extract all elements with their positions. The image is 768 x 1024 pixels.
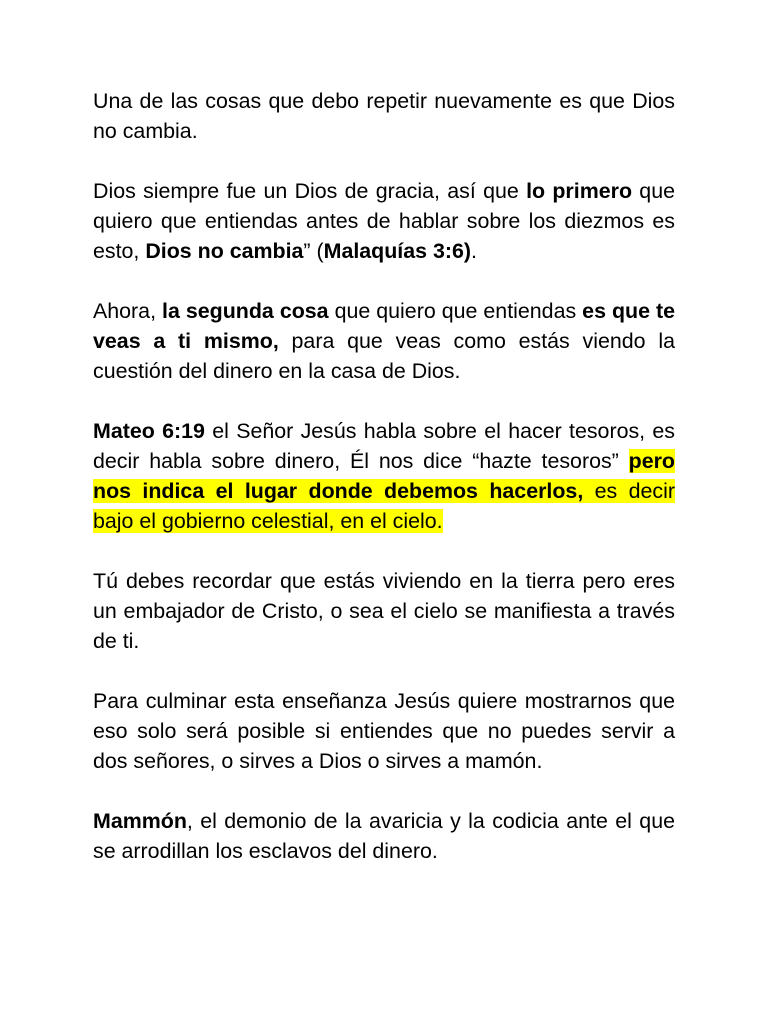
document-page bbox=[93, 86, 675, 896]
paragraph-6 bbox=[93, 686, 675, 776]
text-run: Dios siempre fue un Dios de gracia, así que bbox=[93, 179, 527, 203]
bible-reference: Malaquías 3:6) bbox=[323, 239, 472, 263]
bold-text-run: Dios no cambia bbox=[145, 239, 304, 263]
text-run: Tú debes recordar que estás viviendo en la tierra pero eres un embajador de Cristo, o sea el cielo se manifiesta a través de ti. bbox=[93, 569, 675, 653]
bold-text-run: Mammón bbox=[93, 809, 187, 833]
bold-text-run: es que te veas a ti mismo, bbox=[93, 299, 676, 353]
text-run: Para culminar esta enseñanza Jesús quiere mostrarnos que eso solo será posible si entiendes que no puedes servir a dos señores, o sirves a Dios o sirves a mamón. bbox=[93, 689, 675, 773]
bible-reference: Mateo 6:19 bbox=[93, 419, 205, 443]
text-run: para que veas como estás viendo la cuestión del dinero en la casa de Dios. bbox=[93, 329, 675, 383]
text-run: , el demonio de la avaricia y la codicia ante el que se arrodillan los esclavos del dinero. bbox=[93, 809, 675, 863]
text-run: Ahora, bbox=[93, 299, 163, 323]
text-run: ” ( bbox=[303, 239, 324, 263]
paragraph-5 bbox=[93, 566, 675, 656]
text-run: . bbox=[471, 239, 477, 263]
text-run: que quiero que entiendas bbox=[328, 299, 583, 323]
paragraph-1 bbox=[93, 86, 675, 146]
text-run: el Señor Jesús habla sobre el hacer tesoros, es decir habla sobre dinero, Él nos dice “hazte tesoros” bbox=[93, 419, 676, 473]
bold-text-run: la segunda cosa bbox=[162, 299, 329, 323]
paragraph-7 bbox=[93, 806, 675, 866]
highlighted-bold-text: pero nos indica el lugar donde debemos hacerlos, bbox=[93, 449, 675, 503]
highlighted-text: es decir bajo el gobierno celestial, en el cielo. bbox=[93, 479, 676, 533]
text-run: que quiero que entiendas antes de hablar sobre los diezmos es esto, bbox=[93, 179, 675, 263]
paragraph-3 bbox=[93, 296, 675, 386]
paragraph-2 bbox=[93, 176, 675, 266]
paragraph-4 bbox=[93, 416, 675, 536]
bold-text-run: lo primero bbox=[526, 179, 633, 203]
text-run: Una de las cosas que debo repetir nuevamente es que Dios no cambia. bbox=[93, 89, 675, 143]
